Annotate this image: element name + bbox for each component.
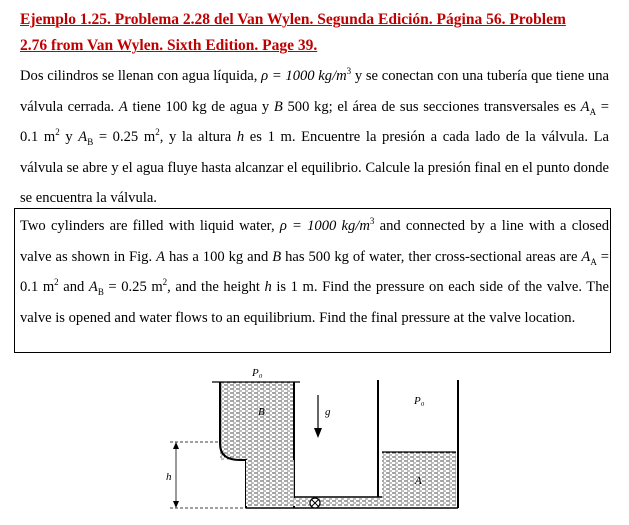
en-text-3: has a 100 kg and: [165, 248, 273, 265]
es-var-h: h: [236, 129, 245, 146]
en-var-A: A: [156, 248, 166, 265]
english-problem-text: [20, 211, 609, 333]
title-line-2: 2.76 from Van Wylen. Sixth Edition. Page 39.: [20, 37, 318, 54]
es-text-1: Dos cilindros se llenan con agua líquida,: [20, 68, 262, 84]
cylinder-B: [212, 382, 300, 508]
cylinders-figure: [140, 360, 480, 525]
en-density: ρ = 1000 $kg/m^3$: [279, 216, 375, 234]
en-var-B: B: [272, 248, 282, 265]
p0-right-label: P₀: [414, 395, 425, 407]
en-text-5: , and the height: [167, 279, 265, 296]
cylinder-B-label: B: [258, 406, 265, 418]
es-density: ρ = 1000 $kg/m^3$: [261, 66, 352, 84]
cylinder-A-label: A: [415, 475, 422, 487]
en-area-A: $A_A = 0.1$ $m^2$: [20, 248, 609, 296]
en-text-6: is 1 m. Find the pressure on each side of the valve. The valve is opened and water flows to an equilibrium. Find the final pressure at the valve location.: [20, 279, 609, 326]
valve-icon: [310, 498, 320, 508]
spanish-problem-text: [20, 61, 609, 214]
es-text-y: y: [59, 129, 79, 146]
gravity-arrow: [314, 395, 322, 438]
en-text-2: and connected by a line with a closed valve as shown in Fig.: [20, 218, 609, 265]
en-text-1: Two cylinders are filled with liquid water,: [20, 218, 280, 234]
en-area-B: $A_B = 0.25$ $m^2$: [88, 277, 168, 298]
example-title: [20, 7, 620, 59]
es-var-A: A: [118, 98, 128, 115]
es-text-2: y se conectan con una tubería que tiene una válvula cerrada.: [20, 68, 609, 115]
es-text-6: es 1 m. Encuentre la presión a cada lado de la válvula. La válvula se abre y el agua fluye hasta alcanzar el equilibrio. Calcule la presión final en el punto donde se encuentra la válvula.: [20, 129, 609, 207]
es-text-5: , y la altura: [159, 129, 237, 146]
p0-left-label: P₀: [252, 367, 263, 379]
en-text-and: and: [58, 279, 89, 296]
title-line-1: Ejemplo 1.25. Problema 2.28 del Van Wylen. Segunda Edición. Página 56. Problem: [20, 11, 566, 28]
es-text-4: 500 kg; el área de sus secciones transversales es: [282, 98, 581, 115]
es-text-3: tiene 100 kg de agua y: [127, 98, 274, 115]
es-area-B: $A_B = 0.25$ $m^2$: [78, 127, 160, 148]
es-var-B: B: [273, 98, 283, 115]
height-label: h: [166, 471, 172, 483]
es-area-A: $A_A = 0.1$ $m^2$: [20, 98, 609, 146]
gravity-label: g: [325, 406, 331, 418]
en-var-h: h: [264, 279, 272, 296]
en-text-4: has 500 kg of water, ther cross-sectional areas are: [281, 248, 582, 265]
